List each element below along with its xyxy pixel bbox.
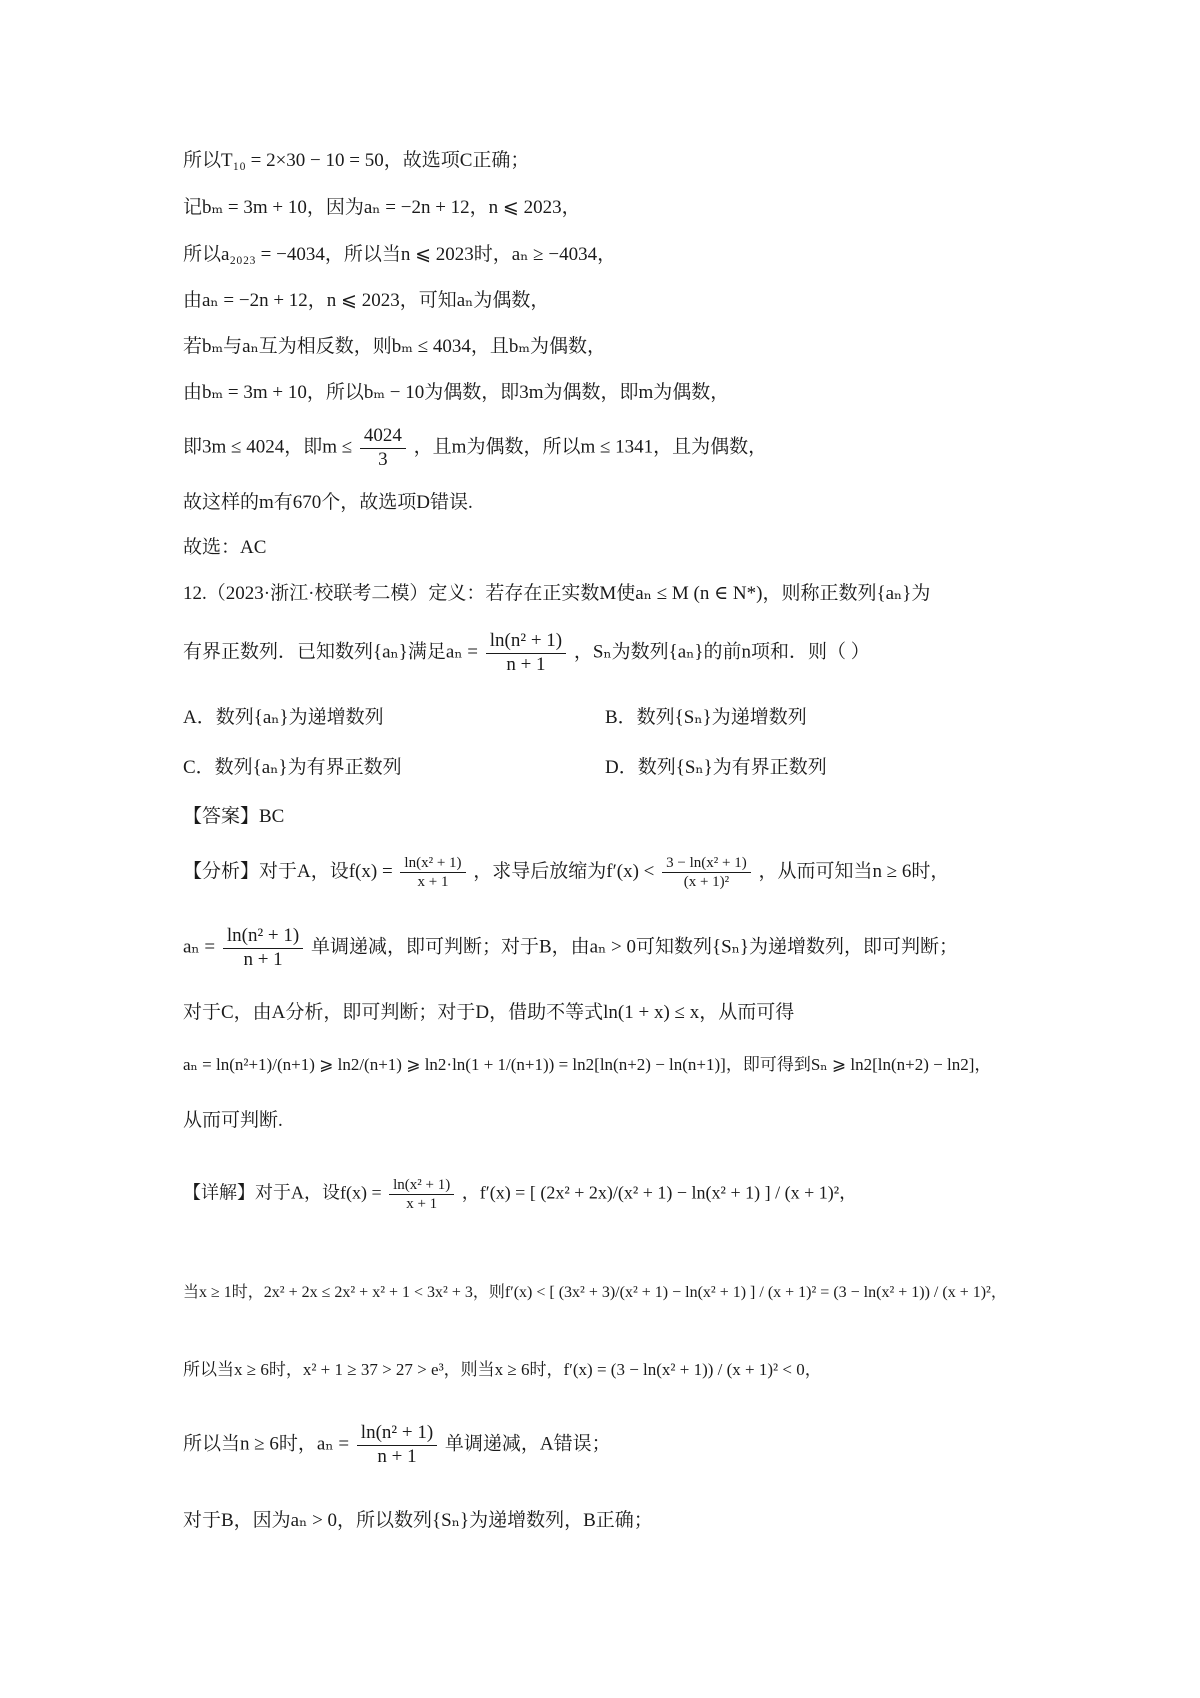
text-segment: ，Sₙ为数列{aₙ}的前n项和．则（ ） — [573, 641, 870, 663]
text-line: 所以当x ≥ 6时，x² + 1 ≥ 37 > 27 > e³，则当x ≥ 6时，f′(x) = (3 − ln(x² + 1)) / (x + 1)² < 0， — [183, 1360, 822, 1379]
text-segment: ，从而可知当n ≥ 6时， — [758, 860, 950, 882]
text-segment: 所以当n ≥ 6时，aₙ = — [183, 1433, 350, 1455]
fraction — [486, 630, 566, 677]
numerator: ln(n² + 1) — [223, 925, 303, 949]
denominator: n + 1 — [506, 653, 546, 675]
text-segment: ，求导后放缩为f′(x) < — [473, 860, 655, 882]
question-title: 12.（2023·浙江·校联考二模）定义：若存在正实数M使aₙ ≤ M (n ∈ N*)，则称正数列{aₙ}为 — [183, 583, 931, 604]
text-line-with-fraction — [183, 425, 767, 472]
option-a: A．数列{aₙ}为递增数列 — [183, 707, 384, 728]
option-d: D．数列{Sₙ}为有界正数列 — [605, 757, 827, 778]
numerator: ln(n² + 1) — [486, 630, 566, 654]
numerator: 4024 — [360, 425, 406, 449]
analysis-line-with-fractions — [183, 854, 949, 891]
text-segment: 【分析】对于A，设f(x) = — [183, 860, 393, 882]
detail-line-with-fraction — [183, 1176, 857, 1213]
fraction — [389, 1176, 454, 1213]
text-segment: ，且m为偶数，所以m ≤ 1341，且为偶数， — [413, 436, 768, 458]
answer-line: 【答案】BC — [183, 806, 285, 827]
numerator: 3 − ln(x² + 1) — [662, 854, 751, 873]
fraction — [400, 854, 465, 891]
fraction — [357, 1422, 437, 1469]
text-line: 从而可判断. — [183, 1110, 283, 1131]
fraction — [223, 925, 303, 972]
option-b: B．数列{Sₙ}为递增数列 — [605, 707, 807, 728]
question-line-with-fraction — [183, 630, 870, 677]
text-line: aₙ = ln(n²+1)/(n+1) ⩾ ln2/(n+1) ⩾ ln2·ln(1 + 1/(n+1)) = ln2[ln(n+2) − ln(n+1)]，即可得到Sₙ ⩾ ln2[ln(n+2) − ln2]， — [183, 1055, 992, 1074]
fraction — [360, 425, 406, 472]
text-line: 所以a₂₀₂₃ = −4034，所以当n ⩽ 2023时，aₙ ≥ −4034， — [183, 244, 617, 265]
numerator: ln(n² + 1) — [357, 1422, 437, 1446]
numerator: ln(x² + 1) — [400, 854, 465, 873]
text-line: 所以T₁₀ = 2×30 − 10 = 50，故选项C正确； — [183, 150, 530, 171]
text-line: 记bₘ = 3m + 10，因为aₙ = −2n + 12，n ⩽ 2023， — [183, 197, 581, 218]
denominator: (x + 1)² — [683, 874, 730, 890]
text-segment: 即3m ≤ 4024，即m ≤ — [183, 436, 353, 458]
text-line: 对于B，因为aₙ > 0，所以数列{Sₙ}为递增数列，B正确； — [183, 1510, 653, 1531]
text-segment: ，f′(x) = [ (2x² + 2x)/(x² + 1) − ln(x² + 1) ] / (x + 1)²， — [461, 1182, 858, 1203]
option-c: C．数列{aₙ}为有界正数列 — [183, 757, 402, 778]
text-segment: 单调递减，即可判断；对于B，由aₙ > 0可知数列{Sₙ}为递增数列，即可判断； — [310, 936, 959, 958]
text-line: 若bₘ与aₙ互为相反数，则bₘ ≤ 4034，且bₘ为偶数， — [183, 336, 607, 357]
numerator: ln(x² + 1) — [389, 1176, 454, 1195]
text-segment: 【详解】对于A，设f(x) = — [183, 1182, 382, 1203]
denominator: n + 1 — [377, 1445, 417, 1467]
denominator: x + 1 — [417, 874, 449, 890]
text-segment: 有界正数列．已知数列{aₙ}满足aₙ = — [183, 641, 479, 663]
denominator: 3 — [378, 448, 388, 470]
text-segment: aₙ = — [183, 936, 216, 958]
text-line: 对于C，由A分析，即可判断；对于D，借助不等式ln(1 + x) ≤ x，从而可得 — [183, 1002, 795, 1023]
text-line: 故这样的m有670个，故选项D错误. — [183, 492, 473, 513]
text-line: 当x ≥ 1时，2x² + 2x ≤ 2x² + x² + 1 < 3x² + 3，则f′(x) < [ (3x² + 3)/(x² + 1) − ln(x² + 1) ] / (x + 1)² = (3 − ln(x² + 1)) / (x + 1)²， — [183, 1284, 1007, 1301]
detail-line-with-fraction — [183, 1422, 611, 1469]
text-segment: 单调递减，A错误； — [444, 1433, 611, 1455]
analysis-line-with-fraction — [183, 925, 958, 972]
text-line: 由aₙ = −2n + 12，n ⩽ 2023，可知aₙ为偶数， — [183, 290, 550, 311]
text-line: 由bₘ = 3m + 10，所以bₘ − 10为偶数，即3m为偶数，即m为偶数， — [183, 382, 730, 403]
denominator: x + 1 — [406, 1196, 438, 1212]
denominator: n + 1 — [243, 948, 283, 970]
text-line: 故选：AC — [183, 537, 267, 558]
fraction — [662, 854, 751, 891]
